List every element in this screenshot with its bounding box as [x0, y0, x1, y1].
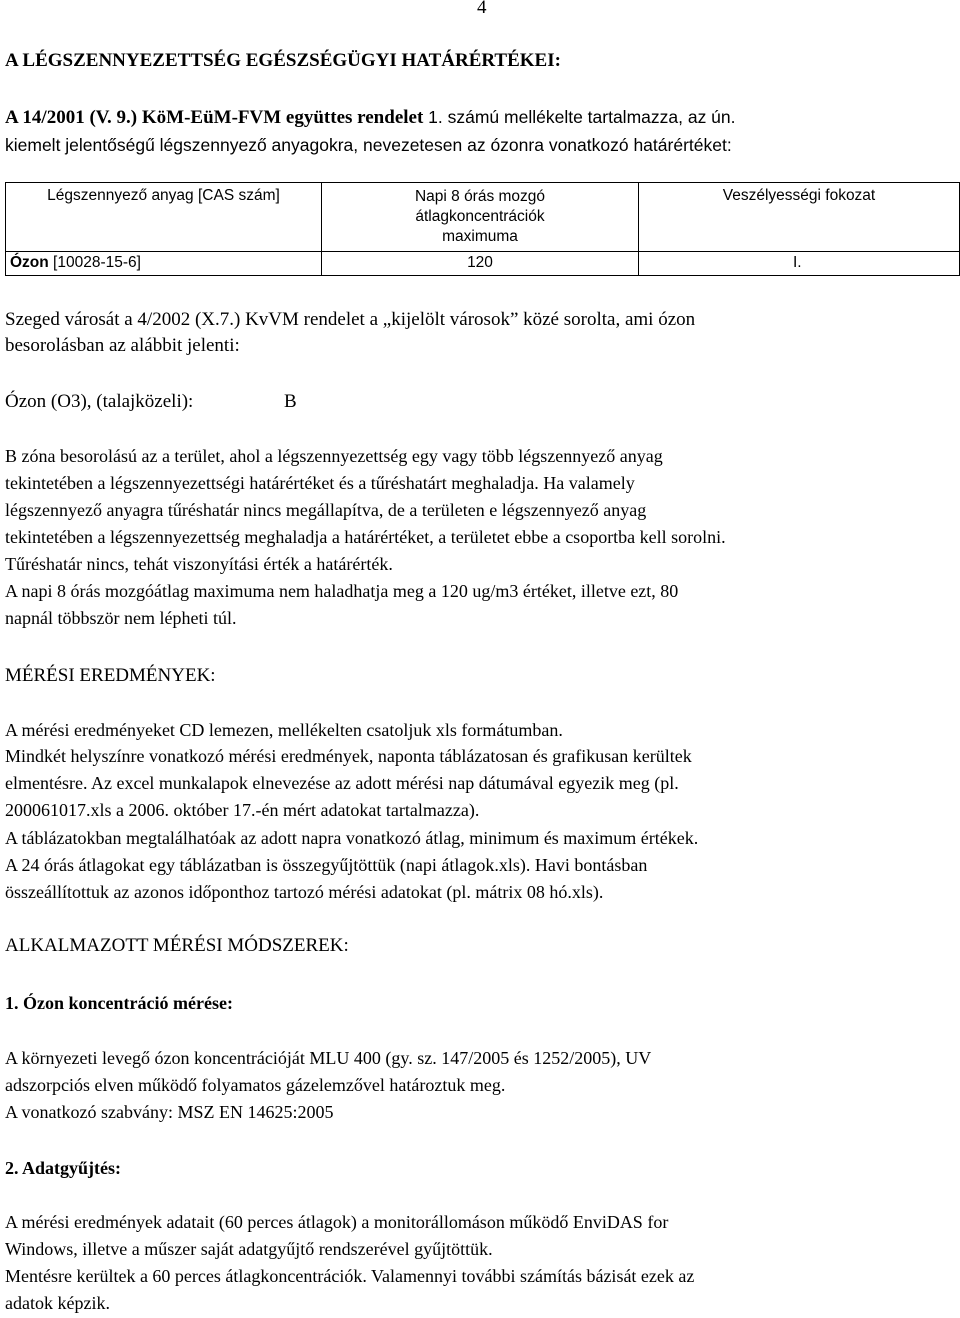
b-zone-line-3: légszennyező anyagra tűréshatár nincs megállapítva, de a területen e légszennyező anyag	[5, 500, 647, 520]
intro-line-1-rest: 1. számú mellékelte tartalmazza, az ún.	[423, 107, 736, 127]
results-line-3: elmentésre. Az excel munkalapok elnevezése az adott mérési nap dátumával egyezik meg (pl.	[5, 773, 679, 793]
ozone-class-value: B	[284, 391, 297, 412]
cell-grade-value: I.	[793, 254, 802, 271]
results-line-6: A 24 órás átlagokat egy táblázatban is összegyűjtöttük (napi átlagok.xls). Havi bontásban	[5, 855, 648, 875]
b-zone-line-4: tekintetében a légszennyezettség meghaladja a határértéket, a területet ebbe a csoportba kell sorolni.	[5, 527, 726, 547]
cell-substance	[6, 252, 322, 276]
section-2-line-1: A mérési eredmények adatait (60 perces átlagok) a monitorállomáson működő EnviDAS for	[5, 1212, 669, 1232]
section-2-line-4: adatok képzik.	[5, 1293, 110, 1313]
header-substance: Légszennyező anyag [CAS szám]	[6, 183, 322, 252]
szeged-line-2: besorolásban az alábbit jelenti:	[5, 335, 240, 356]
results-line-4: 200061017.xls a 2006. október 17.-én mért adatokat tartalmazza).	[5, 800, 480, 820]
header-concentration-line-2: átlagkoncentrációk	[415, 208, 545, 225]
table-header-row	[6, 183, 960, 252]
b-zone-line-6: A napi 8 órás mozgóátlag maximuma nem haladhatja meg a 120 ug/m3 értéket, illetve ezt, 80	[5, 581, 679, 601]
results-line-2: Mindkét helyszínre vonatkozó mérési eredmények, naponta táblázatosan és grafikusan kerültek	[5, 746, 692, 766]
results-line-5: A táblázatokban megtalálhatóak az adott napra vonatkozó átlag, minimum és maximum értékek.	[5, 828, 699, 848]
section-1-line-1: A környezeti levegő ózon koncentrációját MLU 400 (gy. sz. 147/2005 és 1252/2005), UV	[5, 1048, 652, 1068]
table-row	[6, 252, 960, 276]
section-2-line-3: Mentésre kerültek a 60 perces átlagkoncentrációk. Valamennyi további számítás bázisát ezek az	[5, 1266, 695, 1286]
heading-limits: A LÉGSZENNYEZETTSÉG EGÉSZSÉGÜGYI HATÁRÉRTÉKEI:	[5, 50, 561, 71]
section-1-line-2: adszorpciós elven működő folyamatos gázelemzővel határoztuk meg.	[5, 1075, 506, 1095]
b-zone-line-1: B zóna besorolású az a terület, ahol a légszennyezettség egy vagy több légszennyező anyag	[5, 446, 663, 466]
results-line-1: A mérési eredményeket CD lemezen, mellékelten csatoljuk xls formátumban.	[5, 720, 563, 740]
szeged-line-1: Szeged városát a 4/2002 (X.7.) KvVM rendelet a „kijelölt városok” közé sorolta, ami ózon	[5, 309, 696, 330]
results-line-7: összeállítottuk az azonos időponthoz tartozó mérési adatokat (pl. mátrix 08 hó.xls).	[5, 882, 604, 902]
b-zone-line-5: Tűréshatár nincs, tehát viszonyítási érték a határérték.	[5, 554, 393, 574]
b-zone-line-2: tekintetében a légszennyezettségi határértéket és a tűréshatárt meghaladja. Ha valamely	[5, 473, 635, 493]
b-zone-line-7: napnál többször nem lépheti túl.	[5, 608, 237, 628]
section-2-line-2: Windows, illetve a műszer saját adatgyűjtő rendszerével gyűjtöttük.	[5, 1239, 493, 1259]
section-1-title: 1. Ózon koncentráció mérése:	[5, 993, 233, 1013]
header-concentration	[322, 183, 639, 252]
header-concentration-line-1: Napi 8 órás mozgó	[414, 188, 546, 205]
intro-line-2: kiemelt jelentőségű légszennyező anyagokra, nevezetesen az ózonra vonatkozó határértéket:	[5, 135, 732, 155]
cell-value: 120	[322, 252, 639, 276]
heading-methods: ALKALMAZOTT MÉRÉSI MÓDSZEREK:	[5, 935, 349, 956]
cell-substance-name: Ózon	[10, 254, 49, 271]
page-number: 4	[477, 0, 487, 18]
heading-results: MÉRÉSI EREDMÉNYEK:	[5, 665, 216, 686]
intro-line-1	[5, 104, 736, 131]
section-2-title: 2. Adatgyűjtés:	[5, 1158, 121, 1178]
limits-table	[5, 182, 960, 276]
regulation-name: A 14/2001 (V. 9.) KöM-EüM-FVM együttes rendelet	[5, 107, 424, 128]
cell-grade	[639, 252, 960, 276]
section-1-line-3: A vonatkozó szabvány: MSZ EN 14625:2005	[5, 1102, 334, 1122]
ozone-class-label: Ózon (O3), (talajközeli):	[5, 391, 194, 412]
header-grade: Veszélyességi fokozat	[639, 183, 960, 252]
cell-cas-number: [10028-15-6]	[48, 254, 141, 271]
header-concentration-line-3: maximuma	[442, 228, 518, 245]
